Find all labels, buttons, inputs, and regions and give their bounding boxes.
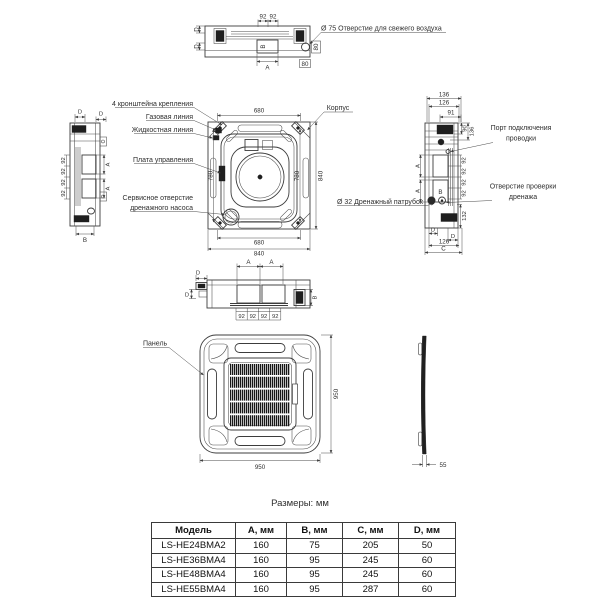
service-hole-label-2: дренажного насоса	[130, 205, 193, 212]
drain-check-label-1: Отверстие проверки	[489, 183, 557, 191]
table-cell-a: 160	[236, 568, 287, 583]
wiring-port-label-1: Порт подключения	[490, 125, 552, 132]
air-vane-right	[304, 369, 313, 419]
table-cell-a: 160	[236, 539, 287, 554]
dim-d-h2: D	[184, 292, 190, 299]
table-row	[152, 582, 456, 597]
table-row	[152, 568, 456, 583]
dim-b-left-view: B	[82, 237, 88, 244]
dim-92-h3: 92	[260, 314, 268, 320]
hanger-side-view	[185, 259, 319, 320]
top-side-view	[194, 14, 447, 72]
dim-90-rot: 90	[462, 125, 469, 132]
dim-132: 132	[462, 211, 468, 221]
dim-a-h2: A	[269, 259, 274, 266]
table-cell-b: 95	[287, 582, 343, 597]
table-cell-a: 160	[236, 582, 287, 597]
table-cell-b: 75	[287, 539, 343, 554]
dim-92-l2: 92	[61, 168, 67, 175]
table-cell-d: 50	[399, 539, 456, 554]
dim-92-r1: 92	[461, 157, 468, 164]
table-cell-model: LS-HE55BMA4	[152, 582, 236, 597]
table-cell-b: 95	[287, 553, 343, 568]
air-vane-left	[208, 369, 217, 419]
table-row	[152, 539, 456, 554]
dim-780-left: 780	[207, 170, 215, 182]
table-cell-model: LS-HE36BMA4	[152, 553, 236, 568]
units-note: Размеры: мм	[271, 498, 329, 509]
panel-bottom-view	[143, 335, 340, 471]
dim-d-left1: D	[77, 109, 83, 116]
table-header-model: Модель	[152, 523, 236, 539]
air-vane-top	[235, 344, 285, 353]
dim-680-bottom: 680	[253, 239, 265, 247]
dim-92-l4: 92	[61, 190, 67, 197]
dim-950-bottom: 950	[254, 464, 266, 471]
table-cell-d: 60	[399, 553, 456, 568]
dim-680-top: 680	[253, 107, 265, 115]
dim-b-top-view: B	[260, 44, 267, 49]
control-board	[219, 166, 225, 181]
dim-d-r1: D	[430, 227, 436, 234]
right-side-view	[416, 92, 557, 256]
table-cell-b: 95	[287, 568, 343, 583]
drain-pipe-label: Ø 32 Дренажный патрубок	[337, 199, 423, 206]
dim-a-r2: A	[415, 189, 422, 193]
dim-a-h1: A	[246, 259, 251, 266]
table-header-b: В, мм	[287, 523, 343, 539]
dim-92-h4: 92	[271, 314, 279, 320]
table-header-a: А, мм	[236, 523, 287, 539]
table-cell-d: 60	[399, 568, 456, 583]
table-row	[152, 553, 456, 568]
wiring-port-hole	[446, 150, 450, 154]
dim-a-top-view: A	[265, 64, 270, 72]
panel-side-view	[412, 336, 447, 469]
liquid-line-label: Жидкостная линия	[131, 127, 193, 134]
drain-check-label-2: дренажа	[508, 194, 538, 201]
dim-d-left2: D	[98, 111, 104, 118]
dimension-table	[151, 522, 456, 597]
unit-top-view	[112, 100, 434, 258]
table-cell-model: LS-HE48BMA4	[152, 568, 236, 583]
dim-840-right: 840	[317, 170, 325, 182]
table-cell-model: LS-HE24BMA2	[152, 539, 236, 554]
dim-80-side: 80	[313, 43, 320, 51]
dim-92-h1: 92	[238, 314, 245, 320]
dim-136-top: 136	[438, 91, 450, 99]
grille-latch	[293, 384, 298, 404]
dim-d-top1: D	[193, 27, 201, 32]
table-cell-a: 160	[236, 553, 287, 568]
dim-d-top2: D	[193, 44, 201, 49]
dim-950-right: 950	[333, 388, 340, 400]
dim-b-right-view: B	[438, 189, 443, 196]
table-header-c: С, мм	[343, 523, 399, 539]
dim-840-bottom: 840	[253, 250, 265, 258]
gas-line-port	[216, 128, 222, 133]
fresh-air-label: Ø 75 Отверстие для свежего воздуха	[321, 25, 442, 33]
dim-a-l2: A	[105, 186, 112, 191]
dim-d-h1: D	[195, 270, 201, 277]
liquid-line-port	[213, 136, 219, 141]
dim-92-l1: 92	[61, 157, 67, 164]
table-cell-c: 245	[343, 568, 399, 583]
dim-92-r4: 92	[461, 190, 468, 197]
dim-d-r2: D	[450, 234, 456, 240]
table-header-row	[152, 523, 456, 539]
table-cell-c: 287	[343, 582, 399, 597]
drain-pipe-stub	[428, 197, 435, 204]
dim-92-h2: 92	[249, 314, 257, 320]
wiring-port-label-2: проводки	[505, 135, 537, 143]
dim-92-b: 92	[269, 13, 277, 21]
dim-a-l1: A	[105, 162, 112, 167]
left-side-view	[61, 110, 112, 245]
dim-55: 55	[439, 462, 447, 469]
dim-92-r2: 92	[461, 168, 468, 175]
table-header-d: D, мм	[399, 523, 456, 539]
table-cell-d: 60	[399, 582, 456, 597]
dim-a-r1: A	[415, 164, 422, 168]
fresh-air-hole	[302, 43, 310, 51]
dim-136-rot: 136	[469, 126, 476, 137]
dim-92-r3: 92	[461, 179, 468, 186]
terminal-block	[437, 125, 453, 134]
dim-92-a: 92	[259, 13, 267, 21]
panel-label: Панель	[143, 340, 168, 348]
housing-label: Корпус	[326, 105, 350, 112]
dim-780-right: 780	[294, 170, 301, 182]
dim-80-bottom: 80	[301, 60, 309, 68]
dim-92-l3: 92	[61, 179, 67, 186]
table-cell-c: 205	[343, 539, 399, 554]
table-cell-c: 245	[343, 553, 399, 568]
air-vane-bottom	[235, 437, 285, 446]
gas-line-label: Газовая линия	[145, 114, 193, 121]
dim-b-hanger: B	[312, 295, 319, 300]
brackets-label: 4 кронштейна крепления	[112, 101, 193, 108]
dim-91: 91	[447, 109, 455, 117]
control-board-label: Плата управления	[133, 157, 193, 164]
dim-c: C	[441, 245, 446, 253]
service-hole-label-1: Сервисное отверстие	[122, 195, 193, 202]
dim-126-bottom: 126	[438, 238, 450, 246]
dim-126-top: 126	[438, 99, 450, 107]
